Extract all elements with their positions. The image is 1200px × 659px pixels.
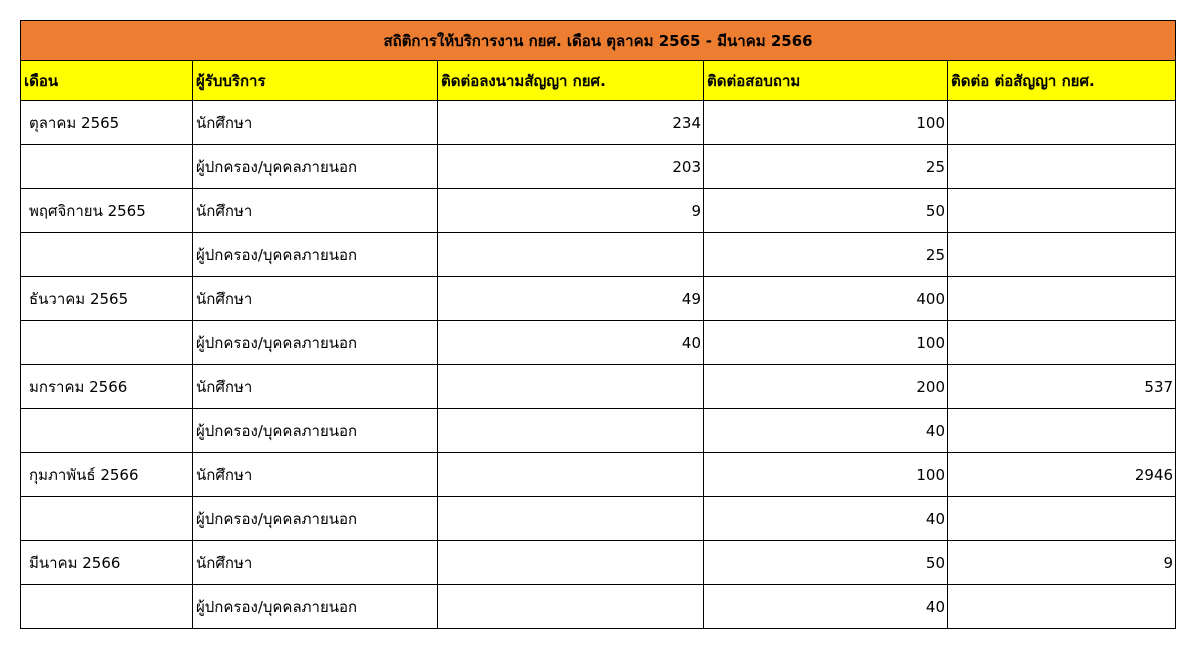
- table-row: [21, 365, 1176, 409]
- table-row: [21, 145, 1176, 189]
- column-header-month: เดือน: [21, 61, 193, 101]
- renew-contract-cell: [948, 497, 1176, 541]
- client-cell: นักศึกษา: [193, 453, 438, 497]
- month-cell: [21, 409, 193, 453]
- sign-contract-cell: [438, 541, 704, 585]
- inquiry-cell: 40: [704, 409, 948, 453]
- inquiry-cell: 25: [704, 233, 948, 277]
- client-cell: นักศึกษา: [193, 541, 438, 585]
- renew-contract-cell: 537: [948, 365, 1176, 409]
- month-cell: มกราคม 2566: [21, 365, 193, 409]
- inquiry-cell: 25: [704, 145, 948, 189]
- table-row: [21, 233, 1176, 277]
- inquiry-cell: 40: [704, 585, 948, 629]
- column-header-sign-contract: ติดต่อลงนามสัญญา กยศ.: [438, 61, 704, 101]
- sign-contract-cell: [438, 409, 704, 453]
- month-cell: [21, 321, 193, 365]
- statistics-sheet: [20, 20, 1175, 629]
- sign-contract-cell: 9: [438, 189, 704, 233]
- client-cell: ผู้ปกครอง/บุคคลภายนอก: [193, 409, 438, 453]
- renew-contract-cell: [948, 409, 1176, 453]
- renew-contract-cell: [948, 189, 1176, 233]
- client-cell: ผู้ปกครอง/บุคคลภายนอก: [193, 585, 438, 629]
- sign-contract-cell: [438, 365, 704, 409]
- renew-contract-cell: 9: [948, 541, 1176, 585]
- sign-contract-cell: 40: [438, 321, 704, 365]
- table-row: [21, 277, 1176, 321]
- month-cell: ธันวาคม 2565: [21, 277, 193, 321]
- header-row: [21, 61, 1176, 101]
- renew-contract-cell: [948, 321, 1176, 365]
- table-row: [21, 409, 1176, 453]
- table-row: [21, 321, 1176, 365]
- client-cell: นักศึกษา: [193, 189, 438, 233]
- month-cell: กุมภาพันธ์ 2566: [21, 453, 193, 497]
- sign-contract-cell: [438, 453, 704, 497]
- renew-contract-cell: [948, 101, 1176, 145]
- renew-contract-cell: [948, 233, 1176, 277]
- table-title: สถิติการให้บริการงาน กยศ. เดือน ตุลาคม 2565 - มีนาคม 2566: [21, 21, 1176, 61]
- column-header-inquiry: ติดต่อสอบถาม: [704, 61, 948, 101]
- renew-contract-cell: 2946: [948, 453, 1176, 497]
- month-cell: [21, 497, 193, 541]
- inquiry-cell: 100: [704, 101, 948, 145]
- column-header-client: ผู้รับบริการ: [193, 61, 438, 101]
- inquiry-cell: 400: [704, 277, 948, 321]
- month-cell: [21, 585, 193, 629]
- month-cell: พฤศจิกายน 2565: [21, 189, 193, 233]
- inquiry-cell: 50: [704, 189, 948, 233]
- month-cell: [21, 145, 193, 189]
- inquiry-cell: 50: [704, 541, 948, 585]
- client-cell: นักศึกษา: [193, 277, 438, 321]
- inquiry-cell: 200: [704, 365, 948, 409]
- sign-contract-cell: 49: [438, 277, 704, 321]
- statistics-table: [20, 20, 1176, 629]
- column-header-renew-contract: ติดต่อ ต่อสัญญา กยศ.: [948, 61, 1176, 101]
- table-row: [21, 541, 1176, 585]
- client-cell: นักศึกษา: [193, 101, 438, 145]
- table-row: [21, 189, 1176, 233]
- table-row: [21, 585, 1176, 629]
- sign-contract-cell: [438, 585, 704, 629]
- sign-contract-cell: [438, 233, 704, 277]
- client-cell: ผู้ปกครอง/บุคคลภายนอก: [193, 497, 438, 541]
- month-cell: ตุลาคม 2565: [21, 101, 193, 145]
- sign-contract-cell: [438, 497, 704, 541]
- sign-contract-cell: 234: [438, 101, 704, 145]
- client-cell: ผู้ปกครอง/บุคคลภายนอก: [193, 145, 438, 189]
- sign-contract-cell: 203: [438, 145, 704, 189]
- table-row: [21, 497, 1176, 541]
- client-cell: ผู้ปกครอง/บุคคลภายนอก: [193, 233, 438, 277]
- table-row: [21, 101, 1176, 145]
- title-row: [21, 21, 1176, 61]
- inquiry-cell: 40: [704, 497, 948, 541]
- table-body: [21, 101, 1176, 629]
- client-cell: ผู้ปกครอง/บุคคลภายนอก: [193, 321, 438, 365]
- month-cell: [21, 233, 193, 277]
- renew-contract-cell: [948, 277, 1176, 321]
- client-cell: นักศึกษา: [193, 365, 438, 409]
- renew-contract-cell: [948, 585, 1176, 629]
- inquiry-cell: 100: [704, 453, 948, 497]
- month-cell: มีนาคม 2566: [21, 541, 193, 585]
- table-row: [21, 453, 1176, 497]
- renew-contract-cell: [948, 145, 1176, 189]
- inquiry-cell: 100: [704, 321, 948, 365]
